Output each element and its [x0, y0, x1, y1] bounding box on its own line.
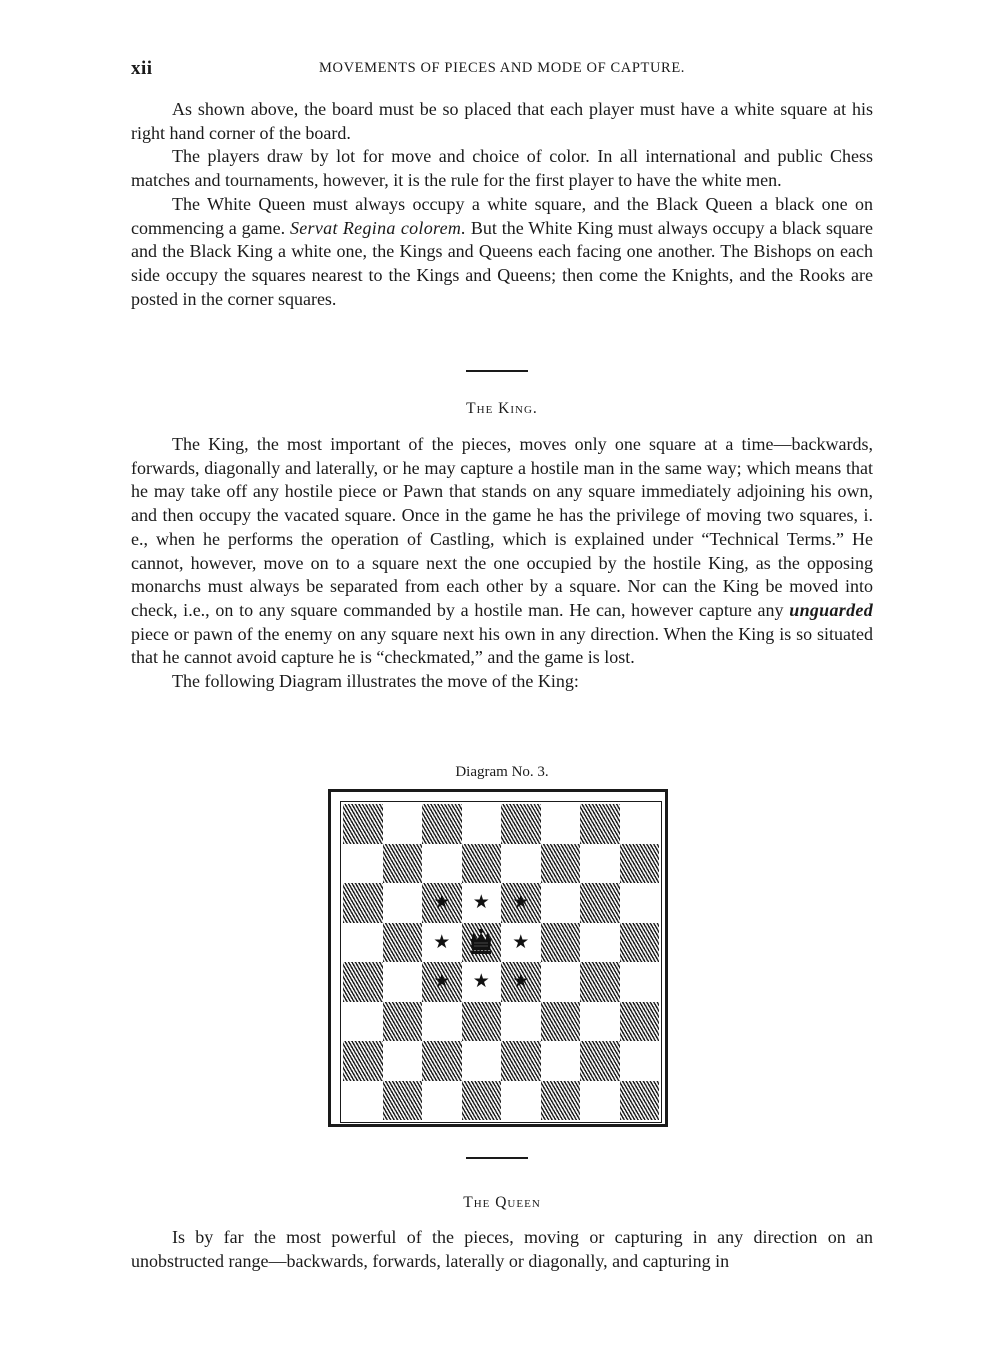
chess-board	[343, 804, 659, 1120]
board-square-f4	[541, 962, 581, 1002]
board-square-h4	[620, 962, 660, 1002]
board-square-g5	[580, 923, 620, 963]
board-square-f6	[541, 883, 581, 923]
board-square-c1	[422, 1081, 462, 1121]
board-square-h7	[620, 844, 660, 884]
paragraph-text: The White Queen must always occupy a white square, and the Black Queen a black one on commencing a game.	[131, 193, 873, 238]
section-divider	[466, 1157, 528, 1159]
board-square-f3	[541, 1002, 581, 1042]
board-square-f1	[541, 1081, 581, 1121]
board-square-h5	[620, 923, 660, 963]
board-square-d5	[462, 923, 502, 963]
section-heading-queen: The Queen	[463, 1194, 541, 1211]
board-square-b5	[383, 923, 423, 963]
board-square-c4	[422, 962, 462, 1002]
board-square-c7	[422, 844, 462, 884]
paragraph: The players draw by lot for move and choice of color. In all international and public Chess matches and tournaments, however, it is the rule for the first player to have the white men.	[131, 146, 873, 191]
board-square-d3	[462, 1002, 502, 1042]
move-marker-star: ★	[472, 892, 490, 914]
board-square-e1	[501, 1081, 541, 1121]
king-text	[131, 433, 873, 694]
board-square-h1	[620, 1081, 660, 1121]
board-square-f8	[541, 804, 581, 844]
paragraph-text: piece or pawn of the enemy on any square next his own in any direction. When the King is so situated that he cannot avoid capture he is “checkmated,” and the game is lost.	[131, 623, 873, 668]
board-square-b4	[383, 962, 423, 1002]
board-square-e2	[501, 1041, 541, 1081]
board-square-g4	[580, 962, 620, 1002]
board-square-d7	[462, 844, 502, 884]
paragraph: As shown above, the board must be so placed that each player must have a white square at his right hand corner of the board.	[131, 99, 873, 143]
queen-text	[131, 1226, 873, 1273]
board-square-h3	[620, 1002, 660, 1042]
board-square-d8	[462, 804, 502, 844]
board-square-b2	[383, 1041, 423, 1081]
board-square-a6	[343, 883, 383, 923]
board-square-f7	[541, 844, 581, 884]
board-square-c8	[422, 804, 462, 844]
move-marker-star: ★	[433, 971, 451, 993]
move-marker-star: ★	[512, 971, 530, 993]
board-square-d1	[462, 1081, 502, 1121]
move-marker-star: ★	[433, 892, 451, 914]
board-square-h8	[620, 804, 660, 844]
board-square-c2	[422, 1041, 462, 1081]
board-square-g3	[580, 1002, 620, 1042]
chess-diagram	[328, 789, 668, 1127]
page-header	[131, 58, 873, 82]
board-square-a7	[343, 844, 383, 884]
board-square-g2	[580, 1041, 620, 1081]
board-square-e6	[501, 883, 541, 923]
section-heading-king: The King.	[466, 400, 538, 417]
board-square-b1	[383, 1081, 423, 1121]
paragraph	[131, 193, 873, 312]
board-square-a1	[343, 1081, 383, 1121]
paragraph-text: But the White King must always occupy a black square and the Black King a white one, the Kings and Queens each facing one another. The Bishops on each side occupy the squares nearest to the Kings and Queens; then come the Knights, and the Rooks are posted in the corner squares.	[131, 217, 873, 309]
board-square-g6	[580, 883, 620, 923]
board-square-g1	[580, 1081, 620, 1121]
board-square-b3	[383, 1002, 423, 1042]
section-divider	[466, 370, 528, 372]
board-square-a5	[343, 923, 383, 963]
black-king-icon	[465, 926, 497, 958]
diagram-caption: Diagram No. 3.	[455, 764, 549, 780]
board-square-d2	[462, 1041, 502, 1081]
board-square-d6	[462, 883, 502, 923]
running-head: MOVEMENTS OF PIECES AND MODE OF CAPTURE.	[319, 60, 685, 76]
board-square-b7	[383, 844, 423, 884]
emphasis-word: unguarded	[789, 599, 873, 620]
board-square-c6	[422, 883, 462, 923]
board-square-e8	[501, 804, 541, 844]
move-marker-star: ★	[433, 931, 451, 953]
board-square-b6	[383, 883, 423, 923]
board-square-h6	[620, 883, 660, 923]
board-square-e5	[501, 923, 541, 963]
board-square-g7	[580, 844, 620, 884]
board-square-c5	[422, 923, 462, 963]
board-square-f2	[541, 1041, 581, 1081]
move-marker-star: ★	[512, 931, 530, 953]
move-marker-star: ★	[472, 971, 490, 993]
board-square-a2	[343, 1041, 383, 1081]
board-square-a4	[343, 962, 383, 1002]
intro-text	[131, 98, 873, 311]
paragraph: Is by far the most powerful of the pieces, moving or capturing in any direction on an unobstructed range—backwards, forwards, laterally or diagonally, and capturing in	[131, 1227, 873, 1271]
board-square-e4	[501, 962, 541, 1002]
board-square-h2	[620, 1041, 660, 1081]
paragraph-text: The King, the most important of the pieces, moves only one square at a time—backwards, forwards, diagonally and laterally, or he may capture a hostile man in the same way; which means that he may take off any hostile piece or Pawn that stands on any square immediately adjoining his own, and then occupy the vacated square. Once in the game he has the privilege of moving two squares, i. e., when he performs the operation of Castling, which is explained under “Technical Terms.” He cannot, however, move on to a square next the one occupied by the hostile King, as the opposing monarchs must always be separated from each other by a square. Nor can the King be moved into check, i.e., on to any square commanded by a hostile man. He can, however capture any	[131, 434, 873, 620]
board-square-g8	[580, 804, 620, 844]
board-square-b8	[383, 804, 423, 844]
page-number: xii	[131, 58, 153, 79]
paragraph: The following Diagram illustrates the move of the King:	[172, 671, 579, 692]
move-marker-star: ★	[512, 892, 530, 914]
chess-board-border	[340, 801, 662, 1123]
board-square-a8	[343, 804, 383, 844]
board-square-a3	[343, 1002, 383, 1042]
board-square-c3	[422, 1002, 462, 1042]
latin-motto: Servat Regina colorem.	[289, 217, 467, 238]
board-square-e7	[501, 844, 541, 884]
board-square-d4	[462, 962, 502, 1002]
board-square-e3	[501, 1002, 541, 1042]
board-square-f5	[541, 923, 581, 963]
paragraph	[131, 433, 873, 670]
